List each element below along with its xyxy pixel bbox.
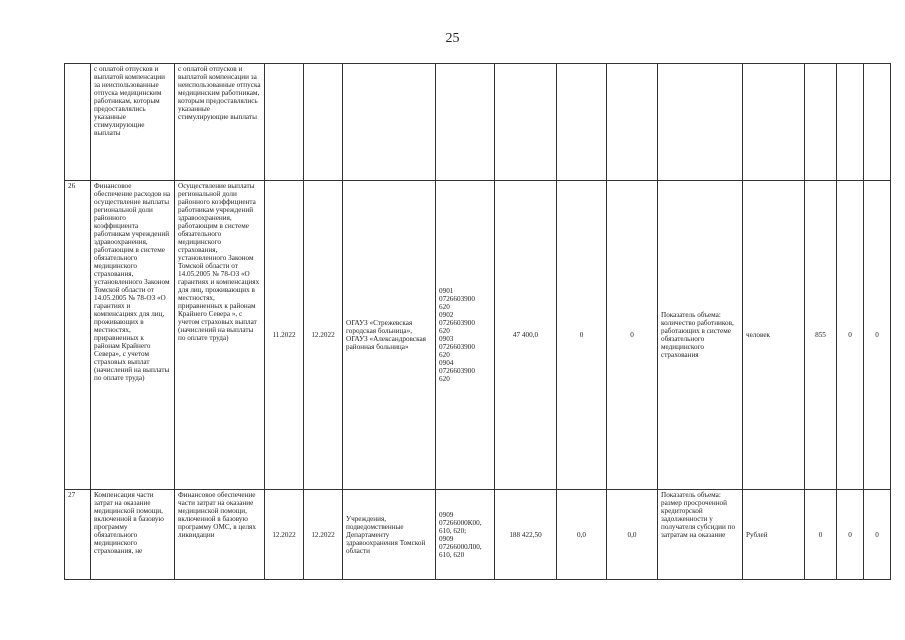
unit: человек xyxy=(743,181,805,490)
page-number: 25 xyxy=(445,31,460,46)
value-2 xyxy=(837,64,864,181)
indicator: Показатель объема: размер просроченной кредиторской задолженности у получателя субсидии по затратам на оказание xyxy=(661,491,736,539)
amount: 188 422,50 xyxy=(495,490,557,580)
unit xyxy=(743,64,805,181)
amount: 47 400,0 xyxy=(495,181,557,490)
value-1: 0 xyxy=(805,490,837,580)
value-3 xyxy=(864,64,891,181)
amount-year-2: 0 xyxy=(557,181,607,490)
row-number: 27 xyxy=(65,490,91,580)
unit: Рублей xyxy=(743,490,805,580)
row-number: 26 xyxy=(65,181,91,490)
value-1 xyxy=(805,64,837,181)
table-row xyxy=(65,64,891,181)
row-number xyxy=(65,64,91,181)
end-date xyxy=(304,64,343,181)
amount-year-3 xyxy=(607,64,658,181)
event-name: Финансовое обеспечение расходов на осуществление выплаты региональной доли районного коэффициента работникам учреждений здравоохранения, работающим в системе обязательного медицинского страхования, установленного Законом Томской области от 14.05.2005 № 78-ОЗ «О гарантиях и компенсациях для лиц, проживающих в местностях, приравненных к районам Крайнего Севера», с учетом страховых выплат (начислений на выплаты по оплате труда) xyxy=(91,181,175,490)
indicator xyxy=(658,64,743,181)
value-1: 855 xyxy=(805,181,837,490)
indicator: Показатель объема: количество работников, работающих в системе обязательного медицинского страхования xyxy=(658,181,743,490)
amount-year-3: 0,0 xyxy=(607,490,658,580)
start-date xyxy=(265,64,304,181)
budget-code: 0909 07266000К00, 610, 620; 0909 07266000Л00, 610, 620 xyxy=(436,490,495,580)
executor: ОГАУЗ «Стрежевская городская больница», ОГАУЗ «Александровская районная больница» xyxy=(343,181,436,490)
amount-year-2 xyxy=(557,64,607,181)
event-name: Компенсация части затрат на оказание медицинской помощи, включенной в базовую программу обязательного медицинского страхования, не xyxy=(94,491,164,555)
amount xyxy=(495,64,557,181)
value-3: 0 xyxy=(864,181,891,490)
event-name: с оплатой отпусков и выплатой компенсации за неиспользованные отпуска медицинским работникам, которым предоставлялись указанные стимулирующие выплаты xyxy=(91,64,175,181)
value-2: 0 xyxy=(837,490,864,580)
start-date: 12.2022 xyxy=(265,490,304,580)
amount-year-3: 0 xyxy=(607,181,658,490)
value-3: 0 xyxy=(864,490,891,580)
event-description: Осуществление выплаты региональной доли районного коэффициента работникам учреждений здравоохранения, работающим в системе обязательного медицинского страхования, установленного Законом Томской области от 14.05.2005 № 78-ОЗ «О гарантиях и компенсациях для лиц, проживающих в местностях, приравненных к районам Крайнего Севера », с учетом страховых выплат (начислений на выплаты по оплате труда) xyxy=(175,181,265,490)
table-row xyxy=(65,181,891,490)
end-date: 12.2022 xyxy=(304,181,343,490)
budget-code: 0901 0726603900 620 0902 0726603900 620 0903 0726603900 620 0904 0726603900 620 xyxy=(436,181,495,490)
table-row xyxy=(65,490,891,580)
value-2: 0 xyxy=(837,181,864,490)
executor: Учреждения, подведомственные Департаменту здравоохранения Томской области xyxy=(343,490,436,580)
event-description: Финансовое обеспечение части затрат на оказание медицинской помощи, включенной в базовую программу ОМС, в целях ликвидации xyxy=(178,491,256,539)
budget-code xyxy=(436,64,495,181)
amount-year-2: 0,0 xyxy=(557,490,607,580)
end-date: 12.2022 xyxy=(304,490,343,580)
executor xyxy=(343,64,436,181)
budget-table xyxy=(64,63,891,580)
event-description: с оплатой отпусков и выплатой компенсации за неиспользованные отпуска медицинским работникам, которым предоставлялись указанные стимулирующие выплаты xyxy=(175,64,265,181)
start-date: 11.2022 xyxy=(265,181,304,490)
